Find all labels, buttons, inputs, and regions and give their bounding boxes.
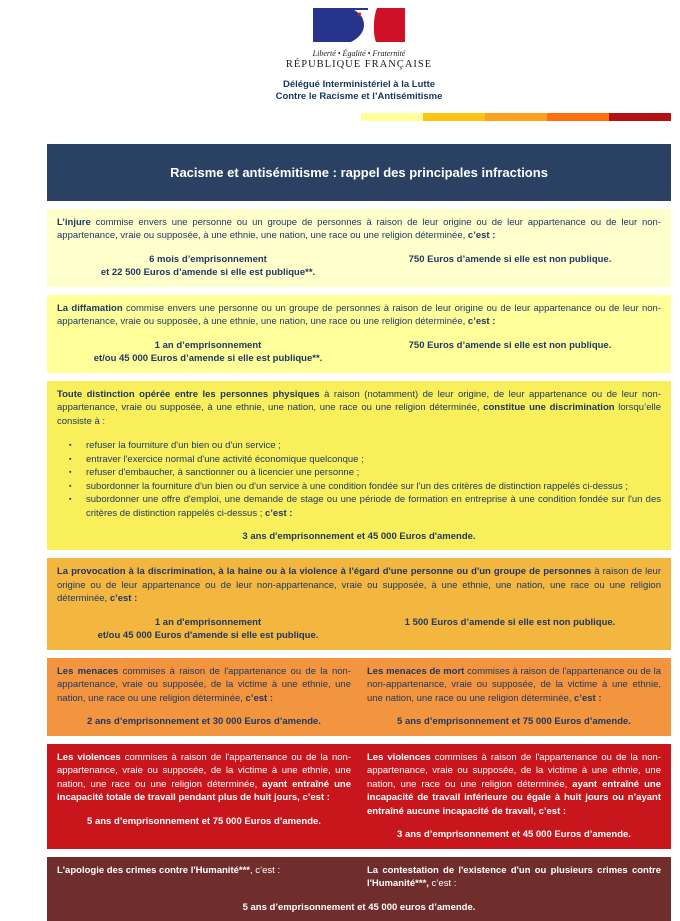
section-diffamation-paragraph — [57, 302, 661, 329]
offense-cest: , c’est : — [250, 864, 281, 876]
motto-text: Liberté • Égalité • Fraternité — [312, 49, 406, 58]
offense-description: commises à raison de l'appartenance ou de la non-appartenance, vraie ou supposée, de la victime à une ethnie, une nation, une race ou une religion déterminée, — [367, 665, 661, 704]
offense-name: La diffamation — [57, 302, 123, 314]
bullet-square-icon: ▪ — [69, 496, 72, 504]
penalty-line: 1 an d’emprisonnement — [154, 339, 262, 351]
penalty-line: 2 ans d’emprisonnement et 30 000 Euros d’amende. — [87, 716, 321, 728]
republique-francaise-logo — [47, 8, 671, 47]
offense-cest: c’est : — [467, 316, 496, 328]
bullet-square-icon: ▪ — [69, 469, 72, 477]
penalty-line: 1 an d'emprisonnement — [154, 616, 262, 628]
penalty-line: 5 ans d’emprisonnement et 75 000 Euros d’amende. — [397, 716, 631, 728]
penalty-line: 5 ans d’emprisonnement et 75 000 Euros d’amende. — [87, 815, 321, 827]
title-banner — [47, 144, 671, 201]
gradient-segment — [485, 113, 547, 121]
offense-aggravation: ayant entraîné une incapacité totale de travail pendant plus de huit jours, c’est : — [57, 778, 352, 804]
offense-cest: c’est : — [428, 878, 457, 890]
gradient-segment — [609, 113, 671, 121]
bullet-square-icon: ▪ — [69, 455, 72, 463]
list-item-text: refuser d'embaucher, à sanctionner ou à licencier une personne ; — [86, 467, 360, 479]
severity-gradient-bar — [361, 113, 671, 121]
penalty-row — [57, 616, 661, 643]
offense-name: L'apologie des crimes contre l'Humanité*** — [57, 864, 250, 876]
menaces-paragraph — [57, 665, 351, 705]
offense-name: Toute distinction opérée entre les personnes physiques — [57, 388, 320, 400]
penalty-line: 3 ans d'emprisonnement et 45 000 Euros d'amende. — [242, 530, 476, 542]
offense-cest: c’est : — [265, 507, 293, 519]
offense-name: Les menaces de mort — [367, 665, 465, 677]
section-provocation-paragraph — [57, 565, 661, 605]
section-menaces — [47, 658, 671, 736]
marianne-logo — [313, 8, 405, 42]
apologie-column — [57, 864, 351, 891]
gradient-segment — [547, 113, 609, 121]
offense-qualification: constitue une discrimination — [483, 402, 615, 414]
discrimination-list — [57, 439, 661, 520]
violences-itt-plus-8-jours-column — [57, 751, 351, 842]
list-item-text — [86, 493, 661, 520]
penalty-public — [57, 339, 359, 366]
menaces-column — [57, 665, 351, 729]
offense-cest: c’est : — [574, 692, 602, 704]
offense-description: commises à raison de l'appartenance ou de la non-appartenance, vraie ou supposée, de la victime à une ethnie, une nation, une race ou une religion déterminée, — [57, 751, 351, 790]
section-injure-paragraph — [57, 216, 661, 243]
offense-description: à raison de leur origine ou de leur appartenance ou de leur non-appartenance, vraie ou supposée, à une ethnie, une nation, une race ou une religion déterminée, — [57, 566, 661, 605]
penalty-line: 5 ans d’emprisonnement et 45 000 euros d’amende. — [242, 901, 476, 913]
violences-paragraph — [367, 751, 661, 818]
list-item — [69, 439, 661, 453]
violences-itt-moins-8-jours-column — [367, 751, 661, 842]
list-item-text: refuser la fourniture d'un bien ou d'un service ; — [86, 440, 281, 452]
penalty-public — [57, 253, 359, 280]
offense-cest: c’est : — [467, 230, 496, 242]
page — [47, 0, 671, 921]
gradient-segment — [361, 113, 423, 121]
penalty-non-public — [359, 616, 661, 643]
bullet-square-icon: ▪ — [69, 482, 72, 490]
offense-name: La provocation à la discrimination, à la haine ou à la violence à l'égard d'une personne ou d'un groupe de personnes — [57, 566, 592, 578]
penalty-line: et/ou 45 000 Euros d'amende si elle est publique. — [97, 630, 319, 642]
apologie-columns — [57, 864, 661, 891]
penalty-line: 750 Euros d’amende si elle est non publique. — [408, 253, 612, 265]
offense-name: Les menaces — [57, 665, 119, 677]
contestation-column — [367, 864, 661, 891]
offense-description: commises à raison de l'appartenance ou de la non-appartenance, vraie ou supposée, de la victime à une ethnie, une nation, une race ou une religion déterminée, — [367, 751, 661, 790]
organization-line1: Délégué Interministériel à la Lutte — [282, 79, 436, 90]
penalty-line: 6 mois d’emprisonnement — [149, 253, 267, 265]
offense-cest: c’est : — [109, 593, 138, 605]
menaces-de-mort-column — [367, 665, 661, 729]
penalty-line: 3 ans d’emprisonnement et 45 000 Euros d’amende. — [397, 829, 631, 841]
section-diffamation — [47, 295, 671, 373]
offense-description: à raison (notamment) de leur origine, de leur appartenance ou de leur non-appartenance, vraie ou supposée, à une ethnie, une nation, une race ou une religion déterminée, — [57, 388, 662, 414]
violences-paragraph — [57, 751, 351, 805]
menaces-de-mort-paragraph — [367, 665, 661, 705]
offense-aggravation: ayant entraîné une incapacité de travail inférieure ou égale à huit jours ou n’ayant entraîné aucune incapacité de travail, c’est : — [367, 778, 662, 817]
offense-description: commises à raison de l'appartenance ou de la non-appartenance, vraie ou supposée, de la victime à une ethnie, une nation, une race ou une religion déterminée, — [57, 665, 351, 704]
offense-description: commise envers une personne ou un groupe de personnes à raison de leur origine ou de leur appartenance ou de leur non-appartenance, vraie ou supposée, à une ethnie, une nation, une race ou une religion déterminée, — [57, 302, 661, 328]
republic-text: RÉPUBLIQUE FRANÇAISE — [285, 59, 433, 70]
section-violences — [47, 744, 671, 849]
list-item-body: subordonner une offre d'emploi, une demande de stage ou une période de formation en entreprise à une condition fondée sur l'un des critères de distinction rappelés ci-dessus ; — [86, 494, 661, 519]
penalty-line: et/ou 45 000 Euros d’amende si elle est publique**. — [93, 353, 323, 365]
page-title: Racisme et antisémitisme : rappel des principales infractions — [170, 164, 548, 180]
penalty-row — [57, 253, 661, 280]
section-discrimination — [47, 381, 671, 551]
penalty-public — [57, 616, 359, 643]
list-item — [69, 466, 661, 480]
section-injure — [47, 209, 671, 287]
offense-description-end: lorsqu’elle consiste à : — [57, 402, 661, 427]
penalty-line: 1 500 Euros d’amende si elle est non publique. — [404, 616, 616, 628]
offense-name: L’injure — [57, 216, 91, 228]
penalty-line: 750 Euros d’amende si elle est non publique. — [408, 339, 612, 351]
offense-name: La contestation de l'existence d'un ou plusieurs crimes contre l'Humanité***, — [367, 864, 661, 890]
list-item — [69, 493, 661, 520]
section-discrimination-paragraph — [57, 388, 661, 428]
penalty-non-public — [359, 253, 661, 280]
list-item — [69, 453, 661, 467]
offense-name: Les violences — [367, 751, 431, 763]
penalty-non-public — [359, 339, 661, 366]
organization-line2: Contre le Racisme et l’Antisémitisme — [275, 91, 443, 103]
section-apologie-contestation — [47, 857, 671, 921]
list-item — [69, 480, 661, 494]
penalty-line: et 22 500 Euros d’amende si elle est publique**. — [100, 267, 316, 279]
section-provocation — [47, 558, 671, 649]
list-item-text: entraver l'exercice normal d'une activité économique quelconque ; — [86, 453, 364, 465]
offense-cest: c’est : — [245, 692, 274, 704]
document-header — [47, 0, 671, 121]
offense-description: commise envers une personne ou un groupe de personnes à raison de leur origine ou de leur appartenance ou de leur non-appartenance, vraie ou supposée, à une ethnie, une nation, une race ou une religion déterminée, — [57, 216, 661, 242]
penalty-row — [57, 339, 661, 366]
list-item-text: subordonner la fourniture d'un bien ou d'un service à une condition fondée sur l'un des critères de distinction rappelés ci-dessus ; — [86, 480, 628, 492]
bullet-square-icon: ▪ — [69, 442, 72, 450]
offense-name: Les violences — [57, 751, 121, 763]
organization-name — [47, 79, 671, 104]
gradient-segment — [423, 113, 485, 121]
